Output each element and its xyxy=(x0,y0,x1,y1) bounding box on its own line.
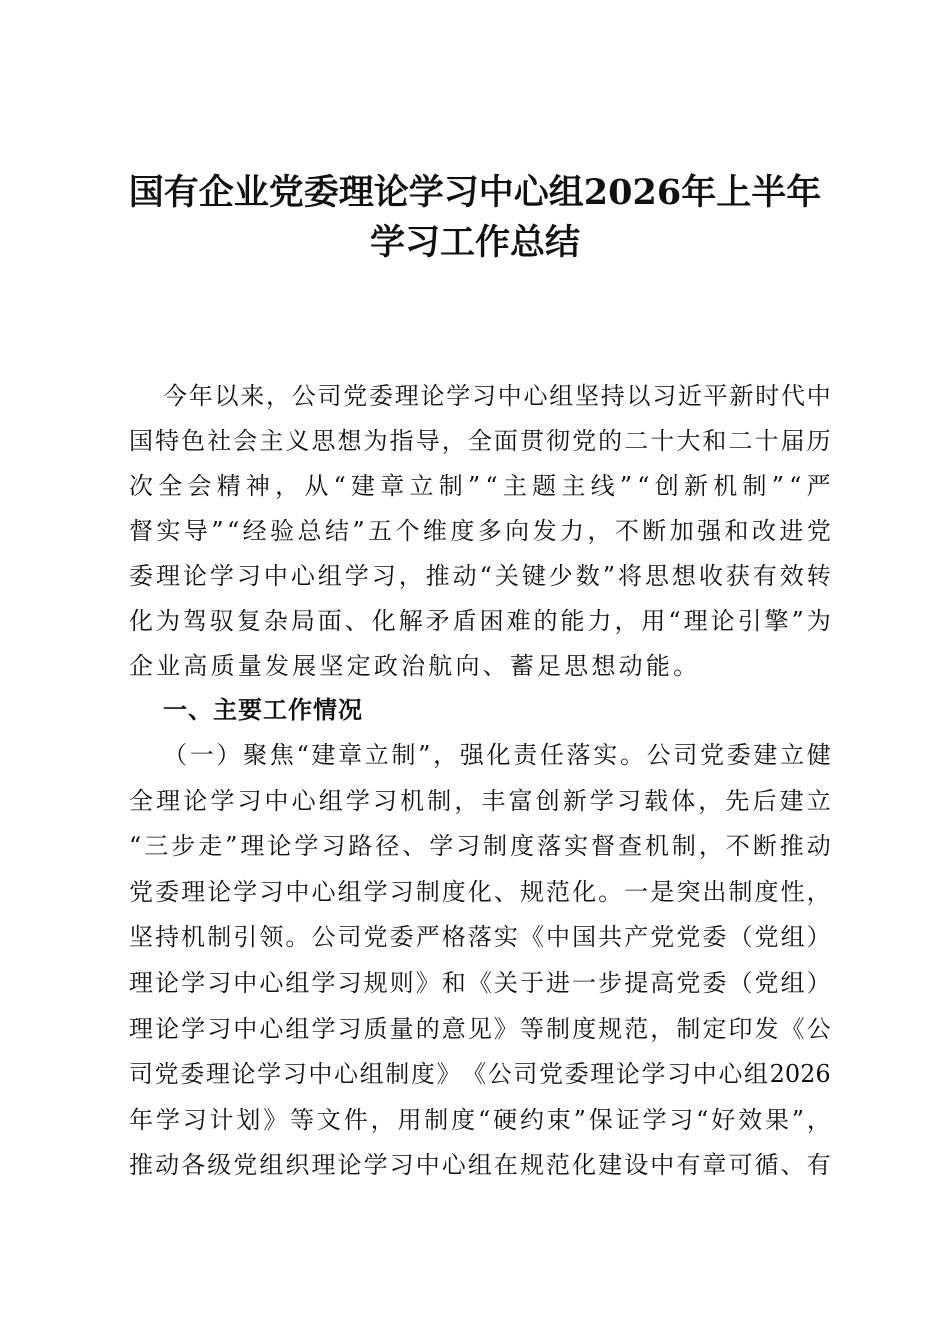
paragraph-line: 理 论 学 习 中 心 组 学 习 规 则 》 和 《 关 于 进 一 步 提 高 党 委 （ 党 组 ） xyxy=(129,969,831,997)
paragraph-line: 国 特 色 社 会 主 义 思 想 为 指 导 ， 全 面 贯 彻 党 的 二 十 大 和 二 十 届 历 xyxy=(129,427,831,455)
paragraph-line: 年 学 习 计 划 》 等 文 件 ， 用 制 度 “ 硬 约 束 ” 保 证 学 习 “ 好 效 果 ” ， xyxy=(129,1105,831,1134)
paragraph-line: 党 委 理 论 学 习 中 心 组 学 习 制 度 化 、 规 范 化 。 一 是 突 出 制 度 性 ， xyxy=(129,877,831,906)
paragraph-line: 全 理 论 学 习 中 心 组 学 习 机 制 ， 丰 富 创 新 学 习 载 体 ， 先 后 建 立 xyxy=(129,786,831,815)
paragraph-line: 推 动 各 级 党 组 织 理 论 学 习 中 心 组 在 规 范 化 建 设 中 有 章 可 循 、 有 xyxy=(129,1151,831,1180)
paragraph-line: 理 论 学 习 中 心 组 学 习 质 量 的 意 见 》 等 制 度 规 范 ， 制 定 印 发 《 公 xyxy=(129,1014,831,1043)
paragraph-line: （ 一 ） 聚 焦 “ 建 章 立 制 ” ， 强 化 责 任 落 实 。 公 司 党 委 建 立 健 xyxy=(163,741,831,769)
document-title-line-2: 学习工作总结 xyxy=(369,222,580,263)
paragraph-line: 企 业 高 质 量 发 展 坚 定 政 治 航 向 、 蓄 足 思 想 动 能 。 xyxy=(129,652,701,680)
paragraph-line: 司 党 委 理 论 学 习 中 心 组 制 度 》 《 公 司 党 委 理 论 学 习 中 心 组 2026 xyxy=(129,1060,831,1089)
paragraph-line: 督 实 导 ” “ 经 验 总 结 ” 五 个 维 度 多 向 发 力 ， 不 断 加 强 和 改 进 党 xyxy=(129,517,831,545)
document-title-line-1: 国有企业党委理论学习中心组2026年上半年 xyxy=(128,172,822,213)
paragraph-line: 坚 持 机 制 引 领 。 公 司 党 委 严 格 落 实 《 中 国 共 产 党 党 委 （ 党 组 ） xyxy=(129,923,831,952)
paragraph-line: 次 全 会 精 神 ， 从 “ 建 章 立 制 ” “ 主 题 主 线 ” “ 创 新 机 制 ” “ 严 xyxy=(129,472,831,500)
paragraph-line: “ 三 步 走 ” 理 论 学 习 路 径 、 学 习 制 度 落 实 督 查 机 制 ， 不 断 推 动 xyxy=(129,832,831,861)
paragraph-line: 今 年 以 来 ， 公 司 党 委 理 论 学 习 中 心 组 坚 持 以 习 近 平 新 时 代 中 xyxy=(163,382,831,410)
paragraph-line: 委 理 论 学 习 中 心 组 学 习 ， 推 动 “ 关 键 少 数 ” 将 思 想 收 获 有 效 转 xyxy=(129,562,831,590)
paragraph-line: 化 为 驾 驭 复 杂 局 面 、 化 解 矛 盾 困 难 的 能 力 ， 用 “ 理 论 引 擎 ” 为 xyxy=(129,607,831,635)
section-heading: 一、主要工作情况 xyxy=(163,696,363,724)
